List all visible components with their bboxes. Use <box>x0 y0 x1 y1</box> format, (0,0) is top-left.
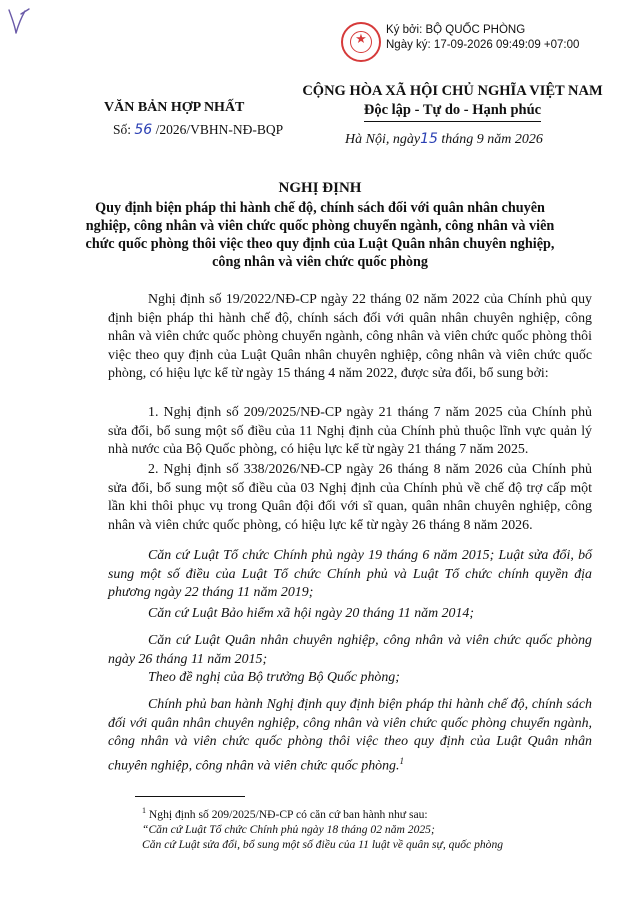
pen-mark-icon <box>6 6 32 36</box>
footnote-divider <box>135 796 245 797</box>
country-name: CỘNG HÒA XÃ HỘI CHỦ NGHĨA VIỆT NAM <box>302 83 603 99</box>
number-prefix: Số: <box>113 122 135 137</box>
proposal-line: Theo đề nghị của Bộ trưởng Bộ Quốc phòng; <box>148 670 400 685</box>
document-number <box>113 122 283 138</box>
number-handwritten: 56 <box>134 122 153 138</box>
footnote <box>108 803 592 852</box>
date-prefix: Hà Nội, ngày <box>345 132 421 147</box>
signature-seal-icon: ★ <box>341 22 381 62</box>
amendment-1: 1. Nghị định số 209/2025/NĐ-CP ngày 21 tháng 7 năm 2025 của Chính phủ sửa đổi, bổ sung một số điều của 11 Nghị định của Chính phủ thuộc lĩnh vực quản lý nhà nước của Bộ Quốc phòng, có hiệu lực kể từ ngày 21 tháng 7 năm 2025. <box>108 405 592 458</box>
date-day-handwritten: 15 <box>420 131 438 147</box>
footnote-line-2: “Căn cứ Luật Tổ chức Chính phủ ngày 18 tháng 02 năm 2025; <box>142 822 435 836</box>
legal-basis-2: Căn cứ Luật Bảo hiểm xã hội ngày 20 tháng 11 năm 2014; <box>148 606 475 621</box>
date-suffix: tháng 9 năm 2026 <box>437 132 543 147</box>
footnote-line-1: Nghị định số 209/2025/NĐ-CP có căn cứ ban hành như sau: <box>146 807 428 821</box>
legal-basis-3: Căn cứ Luật Quân nhân chuyên nghiệp, công nhân và viên chức quốc phòng ngày 26 tháng 11 năm 2015; <box>108 633 592 667</box>
legal-basis-1: Căn cứ Luật Tổ chức Chính phủ ngày 19 tháng 6 năm 2015; Luật sửa đổi, bổ sung một số điều của Luật Tổ chức Chính phủ và Luật Tổ chức chính quyền địa phương ngày 22 tháng 11 năm 2019; <box>108 548 592 601</box>
footnote-number: 1 <box>142 806 146 815</box>
amendment-2: 2. Nghị định số 338/2026/NĐ-CP ngày 26 tháng 8 năm 2026 của Chính phủ sửa đổi, bổ sung một số điều của 03 Nghị định của Chính phủ về chế độ trợ cấp một lần khi thôi phục vụ trong Quân đội đối với sĩ quan, quân nhân chuyên nghiệp, công nhân và viên chức quốc phòng, có hiệu lực kể từ ngày 26 tháng 8 năm 2026. <box>108 462 592 533</box>
intro-paragraph: Nghị định số 19/2022/NĐ-CP ngày 22 tháng 02 năm 2022 của Chính phủ quy định biện pháp thi hành chế độ, chính sách đối với quân nhân chuyên nghiệp, công nhân và viên chức quốc phòng chuyển ngành, công nhân và viên chức quốc phòng thôi việc theo quy định của Luật Quân nhân chuyên nghiệp, công nhân và viên chức quốc phòng, có hiệu lực kể từ ngày 15 tháng 4 năm 2022, được sửa đổi, bổ sung bởi: <box>108 292 592 382</box>
decree-subtitle: Quy định biện pháp thi hành chế độ, chính sách đối với quân nhân chuyên nghiệp, công nhân và viên chức quốc phòng chuyển ngành, công nhân và viên chức quốc phòng thôi việc theo quy định của Luật Quân nhân chuyên nghiệp, công nhân và viên chức quốc phòng <box>85 200 555 270</box>
document-type: VĂN BẢN HỢP NHẤT <box>104 100 245 115</box>
national-header <box>300 82 605 122</box>
national-motto: Độc lập - Tự do - Hạnh phúc <box>364 101 541 122</box>
signature-date: Ngày ký: 17-09-2026 09:49:09 +07:00 <box>386 39 580 51</box>
number-suffix: /2026/VBHN-NĐ-BQP <box>152 122 284 137</box>
signature-signer: Ký bởi: BỘ QUỐC PHÒNG <box>386 24 526 36</box>
decree-title: NGHỊ ĐỊNH <box>278 180 362 196</box>
date-line <box>345 131 543 148</box>
footnote-reference: 1 <box>399 755 404 766</box>
issuance-paragraph: Chính phủ ban hành Nghị định quy định biện pháp thi hành chế độ, chính sách đối với quân nhân chuyên nghiệp, công nhân và viên chức quốc phòng chuyển ngành, công nhân và viên chức quốc phòng thôi việc theo quy định của Luật Quân nhân chuyên nghiệp, công nhân và viên chức quốc phòng.$^1$ <box>108 697 592 774</box>
footnote-line-3: Căn cứ Luật sửa đổi, bổ sung một số điều của 11 luật về quân sự, quốc phòng <box>142 837 504 851</box>
